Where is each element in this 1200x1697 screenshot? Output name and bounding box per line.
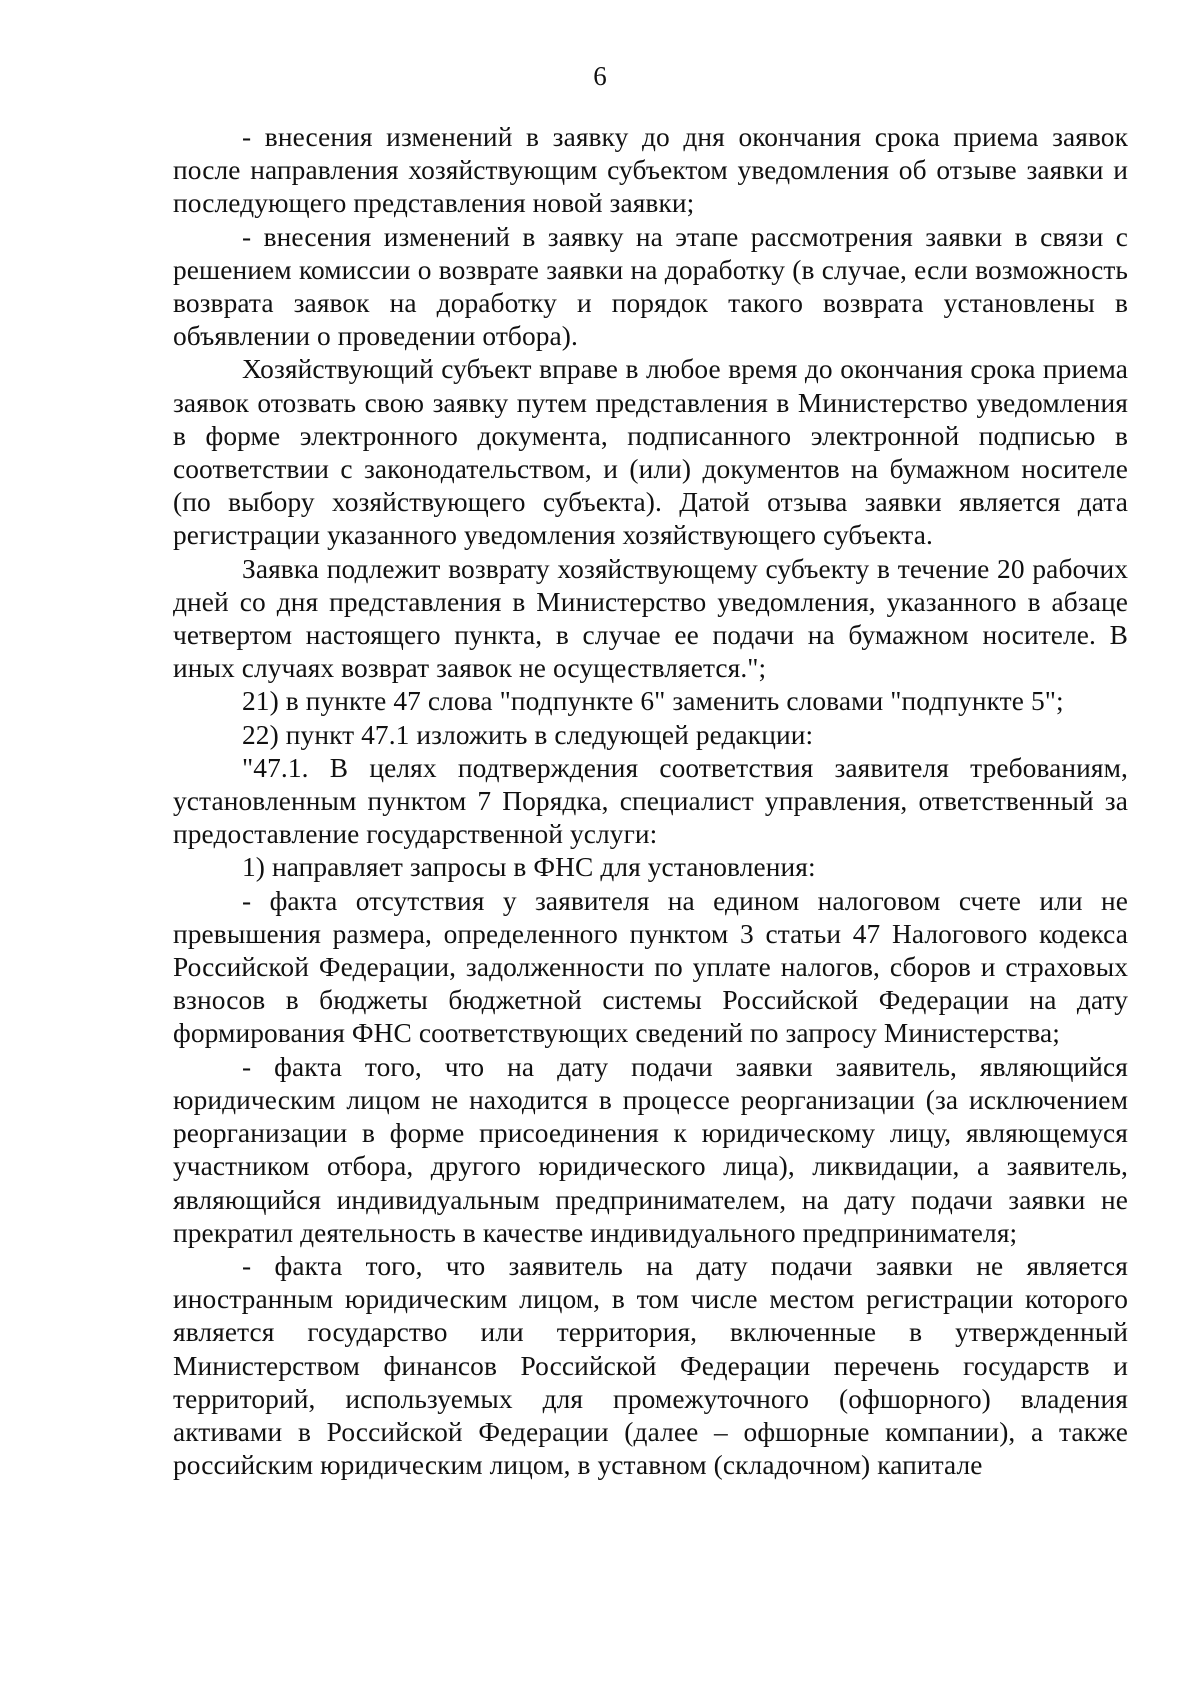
paragraph: 21) в пункте 47 слова "подпункте 6" заменить словами "подпункте 5"; [242, 686, 1064, 717]
paragraph: 22) пункт 47.1 изложить в следующей редакции: [242, 719, 814, 750]
paragraph: "47.1. В целях подтверждения соответствия заявителя требованиям, установленным пунктом 7 Порядка, специалист управления, ответственный за предоставление государственной услуги: [173, 752, 1128, 850]
paragraph: - внесения изменений в заявку до дня окончания срока приема заявок после направления хозяйствующим субъектом уведомления об отзыве заявки и последующего представления новой заявки; [173, 122, 1128, 219]
page-number: 6 [593, 61, 607, 91]
paragraph: 1) направляет запросы в ФНС для установления: [242, 852, 816, 883]
paragraph: - факта отсутствия у заявителя на едином налоговом счете или не превышения размера, определенного пунктом 3 статьи 47 Налогового кодекса Российской Федерации, задолженности по уплате налогов, сборов и страховых взносов в бюджеты бюджетной системы Российской Федерации на дату формирования ФНС соответствующих сведений по запросу Министерства; [173, 885, 1128, 1049]
document-body [173, 121, 1128, 1482]
paragraph: - факта того, что на дату подачи заявки заявитель, являющийся юридическим лицом не находится в процессе реорганизации (за исключением реорганизации в форме присоединения к юридическому лицу, являющемуся участником отбора, другого юридического лица), ликвидации, а заявитель, являющийся индивидуальным предпринимателем, на дату подачи заявки не прекратил деятельность в качестве индивидуального предпринимателя; [173, 1051, 1128, 1248]
paragraph: - факта того, что заявитель на дату подачи заявки не является иностранным юридическим лицом, в том числе местом регистрации которого является государство или территория, включенные в утвержденный Министерством финансов Российской Федерации перечень государств и территорий, используемых для промежуточного (офшорного) владения активами в Российской Федерации (далее – офшорные компании), а также российским юридическим лицом, в уставном (складочном) капитале [173, 1250, 1128, 1481]
paragraph: Хозяйствующий субъект вправе в любое время до окончания срока приема заявок отозвать свою заявку путем представления в Министерство уведомления в форме электронного документа, подписанного электронной подписью в соответствии с законодательством, и (или) документов на бумажном носителе (по выбору хозяйствующего субъекта). Датой отзыва заявки является дата регистрации указанного уведомления хозяйствующего субъекта. [173, 354, 1128, 551]
paragraph: - внесения изменений в заявку на этапе рассмотрения заявки в связи с решением комиссии о возврате заявки на доработку (в случае, если возможность возврата заявок на доработку и порядок такого возврата установлены в объявлении о проведении отбора). [173, 221, 1128, 352]
paragraph: Заявка подлежит возврату хозяйствующему субъекту в течение 20 рабочих дней со дня представления в Министерство уведомления, указанного в абзаце четвертом настоящего пункта, в случае ее подачи на бумажном носителе. В иных случаях возврат заявок не осуществляется."; [173, 553, 1128, 684]
